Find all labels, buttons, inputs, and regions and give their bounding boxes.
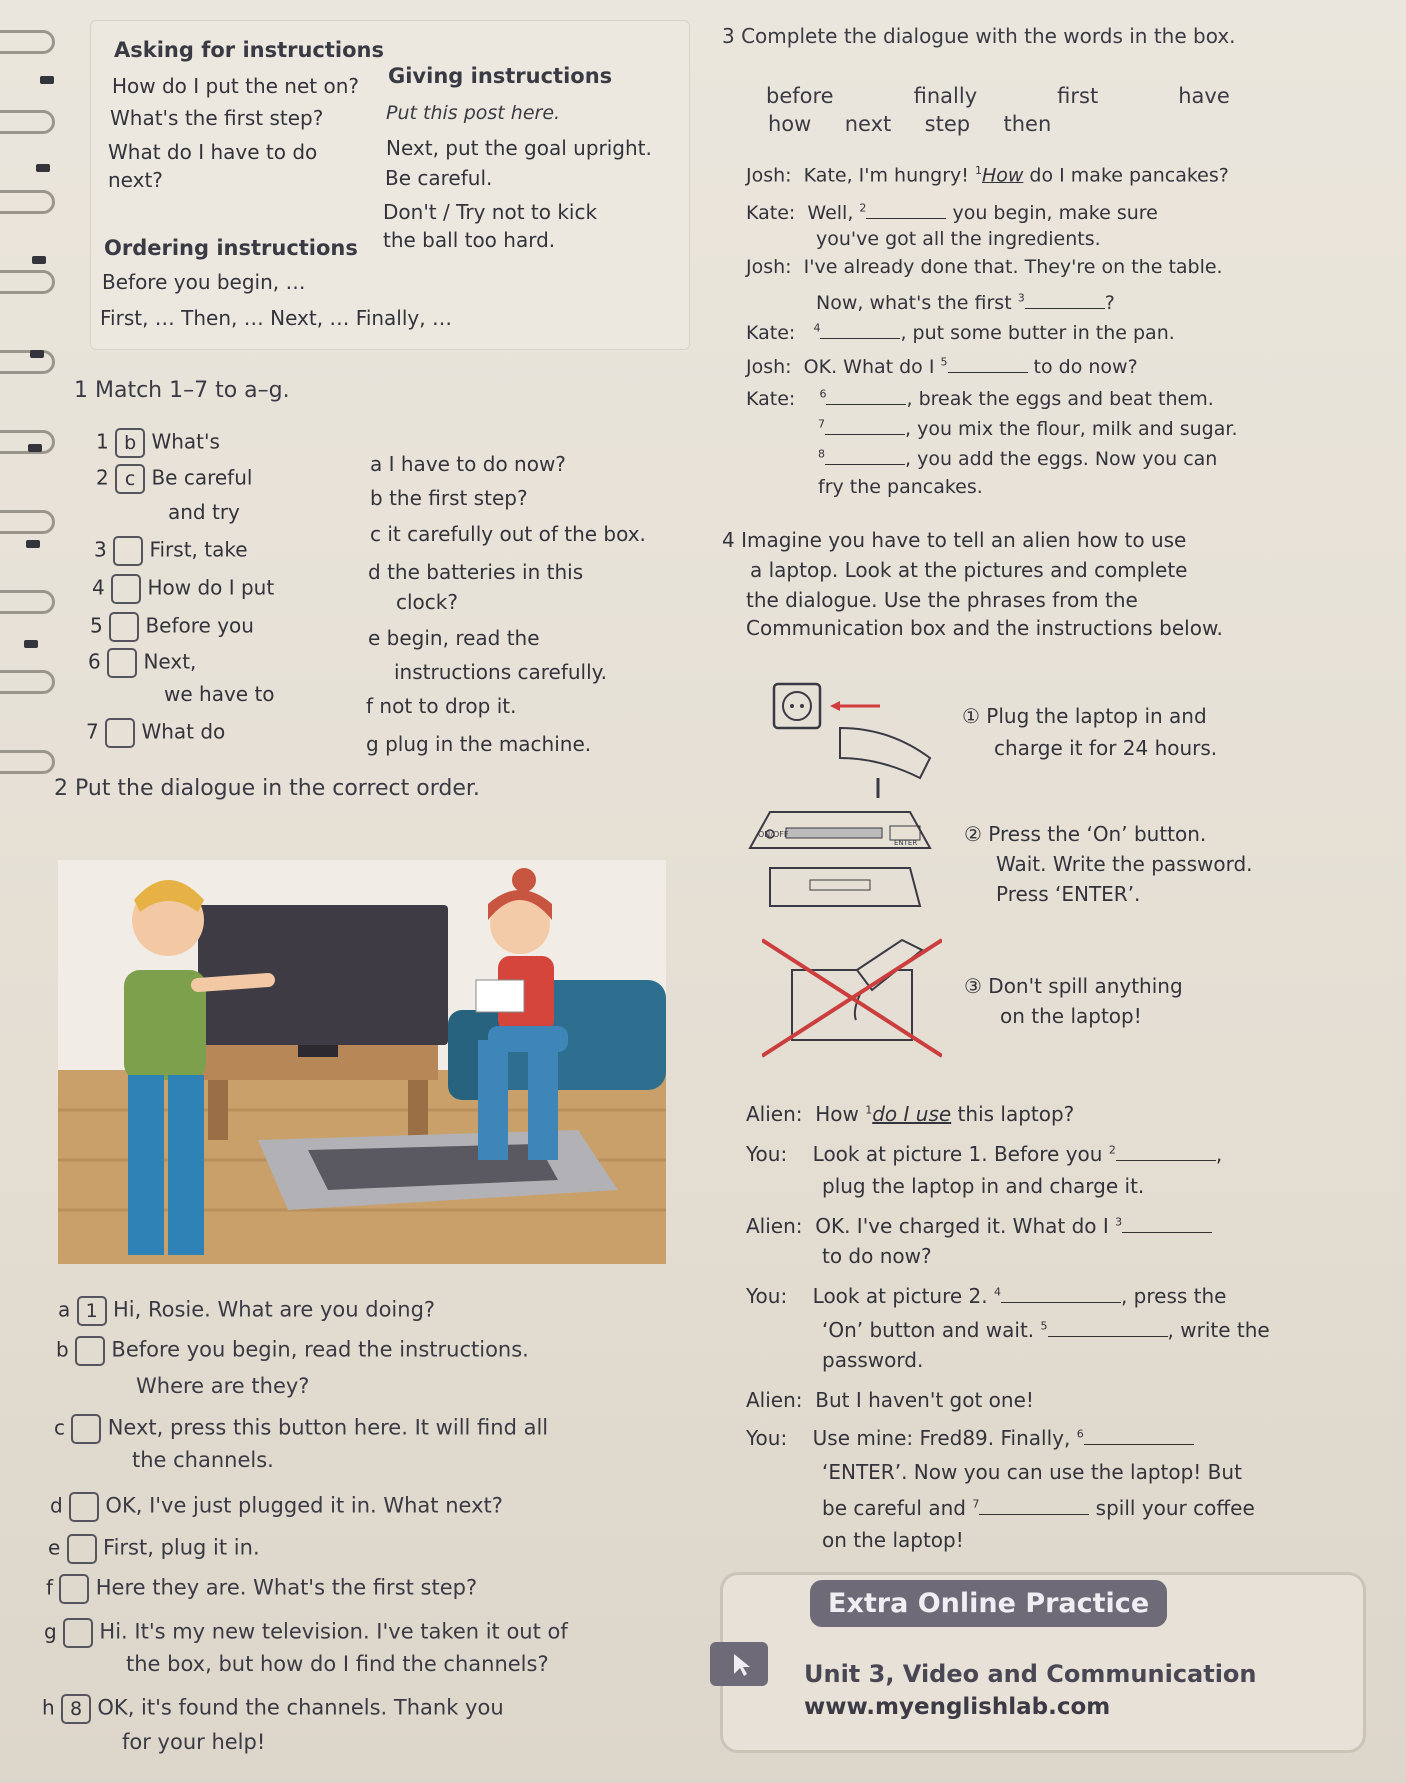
ex1-right-g: plug in the machine. [385,732,592,756]
ex4-d5-a: But I haven't got one! [815,1388,1034,1412]
ex1-answer-7[interactable] [105,718,135,748]
spill-illustration [762,930,942,1066]
giving-heading: Giving instructions [388,64,613,88]
ex4-d6-a: Use mine: Fred89. Finally, [812,1426,1077,1450]
ex4-title-4: Communication box and the instructions below. [746,616,1223,640]
ex2-letter-d: d [50,1493,63,1518]
ex4-speaker-1: Alien: [746,1102,803,1126]
ex4-speaker-6: You: [746,1426,788,1450]
ex1-title: 1 Match 1–7 to a–g. [74,378,290,403]
ex3-title: 3 Complete the dialogue with the words in the box. [722,24,1236,48]
word-then: then [1003,112,1052,136]
asking-heading: Asking for instructions [114,38,384,62]
giving-line-1: Put this post here. [386,102,561,124]
ex4-gap-7[interactable] [979,1494,1089,1515]
giving-line-4: Don't / Try not to kick [383,200,598,224]
ex3-gap-num-2: 2 [859,201,867,215]
ex4-pic3-a: ③ Don't spill anything [964,974,1183,998]
giving-line-3: Be careful. [385,166,493,190]
ex2-answer-b[interactable] [75,1336,105,1366]
ex2-text-a: Hi, Rosie. What are you doing? [112,1297,436,1322]
ex3-line-4b: , put some butter in the pan. [900,322,1175,344]
ex4-d4-d: , write the [1167,1318,1270,1342]
ex4-gap-1[interactable]: do I use [872,1102,952,1126]
ex1-left-7: What do [141,719,226,744]
ex1-answer-3[interactable] [113,536,143,566]
ex1-left-5: Before you [145,613,254,638]
ex3-line-5a: OK. What do I [803,356,941,378]
ex4-gap-4[interactable] [1001,1282,1121,1303]
ex3-speaker-4: Kate: [746,322,796,344]
ex1-left-6b: we have to [164,682,275,706]
word-finally: finally [913,84,978,108]
ex4-gap-num-1: 1 [865,1103,873,1117]
asking-line-3: What do I have to do [108,140,318,164]
ex4-gap-2[interactable] [1116,1140,1216,1161]
ex2-answer-g[interactable] [63,1618,93,1648]
ex1-answer-6[interactable] [107,648,137,678]
ex2-answer-f[interactable] [59,1574,89,1604]
ex3-line-1b: do I make pancakes? [1023,164,1229,187]
ex1-right-d2: clock? [396,590,458,614]
ex4-pic2-c: Press ‘ENTER’. [996,882,1141,906]
asking-line-1: How do I put the net on? [112,74,359,98]
ordering-line-2: First, … Then, … Next, … Finally, … [100,306,452,330]
ex4-title-1: 4 Imagine you have to tell an alien how to use [722,528,1187,552]
ex4-d4-c: ‘On’ button and wait. [822,1318,1041,1342]
ex4-gap-num-4: 4 [993,1285,1001,1299]
ex3-gap-num-3: 3 [1017,291,1025,305]
ex3-line-3a: I've already done that. They're on the table. [803,256,1223,278]
ex4-title-2: a laptop. Look at the pictures and complete [750,558,1188,582]
ex1-num-1: 1 [96,429,109,454]
ex2-text-c2: the channels. [132,1448,274,1472]
ex3-gap-2[interactable] [866,198,946,219]
extra-practice-url[interactable]: www.myenglishlab.com [804,1694,1111,1720]
ex2-letter-a: a [58,1297,71,1322]
ex3-speaker-1: Josh: [746,164,792,187]
ex1-num-6: 6 [88,649,101,674]
laptop-enter-label: ENTER [894,839,918,847]
ex1-right-c: it carefully out of the box. [387,522,646,546]
ex1-answer-4[interactable] [111,574,141,604]
ex1-left-4: How do I put [147,575,275,600]
ex1-left-2: Be careful [151,465,253,490]
tv-illustration [58,860,666,1264]
ex2-letter-c: c [54,1415,65,1440]
ex3-speaker-2: Kate: [746,202,796,224]
ex1-letter-g: g [366,732,379,756]
ex3-line-2b: you begin, make sure [946,202,1158,224]
ex3-speaker-5: Josh: [746,356,792,378]
ex3-gap-5[interactable] [948,352,1028,373]
ex4-pic1-b: charge it for 24 hours. [994,736,1218,760]
ex1-answer-2[interactable]: c [115,464,145,494]
ex4-d1-a: How [815,1102,866,1126]
ex1-left-2b: and try [168,500,240,524]
ex1-letter-f: f [366,694,374,718]
ex4-gap-num-5: 5 [1040,1319,1048,1333]
ex4-speaker-4: You: [746,1284,788,1308]
word-have: have [1178,84,1230,108]
ex4-d6-e: spill your coffee [1089,1496,1255,1520]
ex3-gap-3[interactable] [1025,288,1105,309]
ex3-line-1a: Kate, I'm hungry! [803,164,975,187]
ex1-letter-b: b [370,486,383,510]
ex1-num-2: 2 [96,465,109,490]
ex1-answer-1[interactable]: b [115,428,145,458]
asking-line-2: What's the first step? [110,106,324,130]
giving-line-2: Next, put the goal upright. [386,136,652,160]
ex4-d6-d: be careful and [822,1496,973,1520]
ex2-text-b: Before you begin, read the instructions. [111,1337,529,1362]
ex1-letter-c: c [370,522,381,546]
ex3-line-8b: , you add the eggs. Now you can [905,448,1218,470]
ex2-letter-h: h [42,1695,55,1720]
ex4-d1-b: this laptop? [951,1102,1075,1126]
cursor-button[interactable] [710,1642,768,1686]
ex1-left-1: What's [151,429,220,454]
ex4-pic1-a: ① Plug the laptop in and [962,704,1207,728]
ex2-text-b2: Where are they? [136,1374,310,1398]
ordering-heading: Ordering instructions [104,236,358,260]
ex1-letter-a: a [370,452,383,476]
ex3-line-6b: , break the eggs and beat them. [906,388,1214,410]
extra-practice-title: Extra Online Practice [810,1580,1167,1627]
ex2-text-d: OK, I've just plugged it in. What next? [105,1493,503,1518]
word-step: step [924,112,971,136]
ex4-d2-a: Look at picture 1. Before you [812,1142,1109,1166]
ex1-num-3: 3 [94,537,107,562]
laptop-illustration [740,808,940,918]
ex3-gap-1[interactable]: How [981,164,1024,187]
ex1-num-5: 5 [90,613,103,638]
ex1-right-f: not to drop it. [379,694,517,718]
ex4-speaker-2: You: [746,1142,788,1166]
word-next: next [844,112,892,136]
ex2-answer-h[interactable]: 8 [61,1694,91,1724]
ex2-answer-d[interactable] [69,1492,99,1522]
ex3-line-8c: fry the pancakes. [818,476,983,498]
asking-line-4: next? [108,168,163,192]
ex3-gap-num-7: 7 [818,417,825,431]
ex1-letter-e: e [368,626,381,650]
extra-practice-unit: Unit 3, Video and Communication [804,1660,1257,1688]
ex3-gap-num-8: 8 [818,447,825,461]
ex3-line-7b: , you mix the flour, milk and sugar. [905,418,1238,440]
word-before: before [766,84,834,108]
ordering-line-1: Before you begin, … [102,270,306,294]
ex4-d4-b: , press the [1120,1284,1227,1308]
ex1-letter-d: d [368,560,381,584]
word-how: how [768,112,812,136]
ex4-pic2-a: ② Press the ‘On’ button. [964,822,1207,846]
ex4-d4-e: password. [822,1348,924,1372]
ex4-gap-3[interactable] [1122,1212,1212,1233]
ex4-speaker-5: Alien: [746,1388,803,1412]
ex3-gap-8[interactable] [825,444,905,465]
ex2-answer-a[interactable]: 1 [77,1296,107,1326]
ex3-gap-num-5: 5 [940,355,948,369]
ex3-gap-4[interactable] [820,318,900,339]
ex3-line-5b: to do now? [1027,356,1138,378]
ex4-d2-c: plug the laptop in and charge it. [822,1174,1145,1198]
ex4-gap-5[interactable] [1048,1316,1168,1337]
ex4-pic2-b: Wait. Write the password. [996,852,1253,876]
ex3-line-2c: you've got all the ingredients. [816,228,1101,250]
giving-line-5: the ball too hard. [383,228,556,252]
ex3-gap-num-1: 1 [974,164,982,177]
ex3-speaker-3: Josh: [746,256,792,278]
ex1-right-e2: instructions carefully. [394,660,607,684]
ex1-right-a: I have to do now? [388,452,566,476]
ex4-gap-num-7: 7 [972,1497,980,1511]
ex2-answer-c[interactable] [71,1414,101,1444]
ex2-text-g2: the box, but how do I find the channels? [126,1652,549,1676]
ex1-num-4: 4 [92,575,105,600]
laptop-onoff-label: ON/OFF [758,830,789,839]
ex4-pic3-b: on the laptop! [1000,1004,1142,1028]
ex2-letter-e: e [48,1535,61,1560]
ex4-d6-f: on the laptop! [822,1528,964,1552]
ex4-gap-6[interactable] [1084,1424,1194,1445]
ex3-line-2a: Well, [807,202,860,224]
ex2-text-h2: for your help! [122,1730,266,1754]
ex2-text-g: Hi. It's my new television. I've taken it out of [99,1619,568,1644]
ex1-num-7: 7 [86,719,99,744]
ex2-text-e: First, plug it in. [103,1535,260,1560]
ex3-gap-num-6: 6 [819,387,827,401]
ex1-right-d: the batteries in this [387,560,584,584]
word-first: first [1057,84,1099,108]
ex3-gap-7[interactable] [825,414,905,435]
ex1-right-b: the first step? [389,486,528,510]
cursor-icon [710,1642,768,1686]
ex2-text-h: OK, it's found the channels. Thank you [97,1695,504,1720]
ex1-left-3: First, take [149,537,248,562]
ex1-right-e: begin, read the [386,626,540,650]
ex2-letter-g: g [44,1619,57,1644]
ex3-gap-6[interactable] [826,384,906,405]
ex4-title-3: the dialogue. Use the phrases from the [746,588,1138,612]
ex4-gap-num-2: 2 [1108,1143,1116,1157]
ex2-letter-f: f [46,1575,54,1600]
ex3-line-3c: Now, what's the first [816,292,1018,314]
ex4-d4-a: Look at picture 2. [812,1284,994,1308]
ex4-d2-b: , [1215,1142,1223,1166]
ex2-letter-b: b [56,1337,69,1362]
ex1-answer-5[interactable] [109,612,139,642]
ex2-answer-e[interactable] [67,1534,97,1564]
ex2-text-f: Here they are. What's the first step? [95,1575,478,1600]
ex4-gap-num-3: 3 [1115,1215,1123,1229]
ex4-speaker-3: Alien: [746,1214,803,1238]
ex2-title: 2 Put the dialogue in the correct order. [54,776,480,801]
ex4-gap-num-6: 6 [1076,1427,1084,1441]
ex3-line-3q: ? [1104,292,1115,314]
ex3-speaker-6: Kate: [746,388,796,410]
ex3-gap-num-4: 4 [813,321,821,335]
ex4-d3-c: to do now? [822,1244,932,1268]
ex4-d6-c: ‘ENTER’. Now you can use the laptop! But [822,1460,1242,1484]
plug-illustration [770,678,970,798]
ex4-d3-a: OK. I've charged it. What do I [815,1214,1116,1238]
ex2-text-c: Next, press this button here. It will find all [107,1415,549,1440]
ex1-left-6: Next, [143,649,197,674]
